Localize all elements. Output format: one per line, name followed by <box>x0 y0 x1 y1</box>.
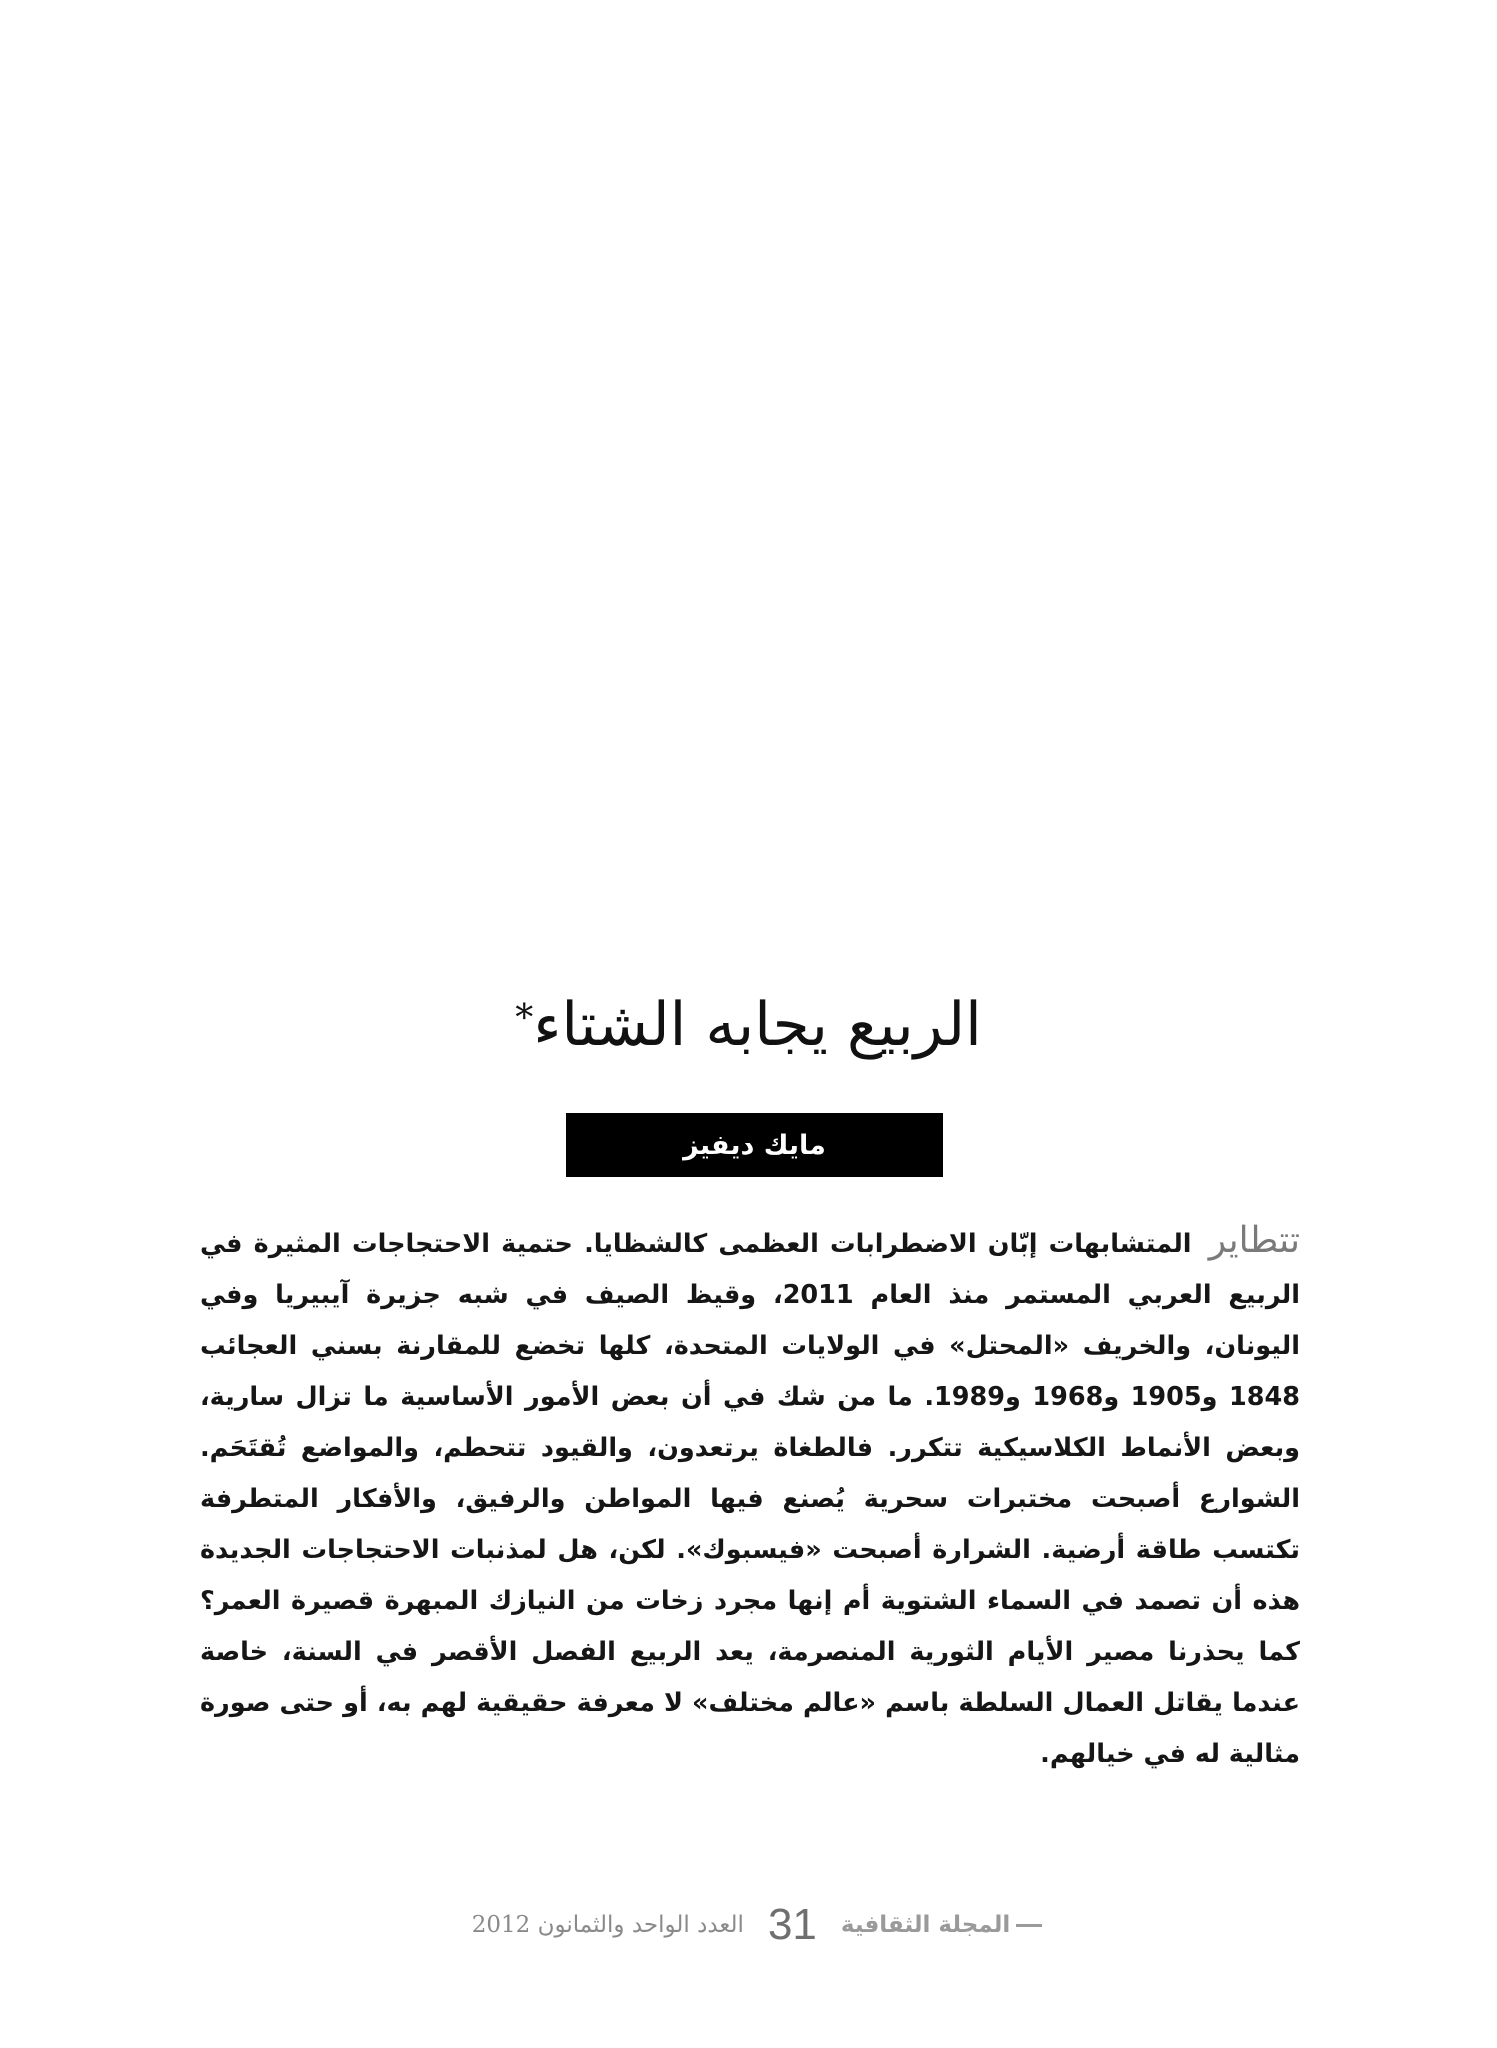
issue-label: العدد الواحد والثمانون 2012 <box>471 1912 744 1938</box>
article-title-text: الربيع يجابه الشتاء <box>533 990 982 1060</box>
magazine-name <box>841 1912 1048 1938</box>
article-title <box>0 985 1497 1065</box>
lead-word: تتطاير <box>1208 1220 1300 1261</box>
page-number: 31 <box>767 1900 817 1949</box>
article-body-text: المتشابهات إبّان الاضطرابات العظمى كالشظايا. حتمية الاحتجاجات المثيرة في الربيع العربي المستمر منذ العام 2011، وقيظ الصيف في شبه جزيرة آيبيريا وفي اليونان، والخريف «المحتل» في الولايات المتحدة، كلها تخضع للمقارنة بسني العجائب 1848 و1905 و1968 و1989. ما من شك في أن بعض الأمور الأساسية ما تزال سارية، وبعض الأنماط الكلاسيكية تتكرر. فالطغاة يرتعدون، والقيود تتحطم، والمواضع تُقتَحَم. الشوارع أصبحت مختبرات سحرية يُصنع فيها المواطن والرفيق، والأفكار المتطرفة تكتسب طاقة أرضية. الشرارة أصبحت «فيسبوك». لكن، هل لمذنبات الاحتجاجات الجديدة هذه أن تصمد في السماء الشتوية أم إنها مجرد زخات من النيازك المبهرة قصيرة العمر؟ كما يحذرنا مصير الأيام الثورية المنصرمة، يعد الربيع الفصل الأقصر في السنة، خاصة عندما يقاتل العمال السلطة باسم «عالم مختلف» لا معرفة حقيقية لهم به، أو حتى صورة مثالية له في خيالهم. <box>200 1229 1301 1769</box>
page-footer <box>430 1900 1090 1950</box>
author-name: مايك ديفيز <box>683 1129 826 1161</box>
footer-rule-decoration <box>1016 1924 1042 1927</box>
author-banner <box>566 1113 943 1177</box>
title-footnote-mark: * <box>515 998 534 1039</box>
magazine-name-text: المجلة الثقافية <box>840 1912 1011 1938</box>
article-body <box>200 1215 1300 1780</box>
